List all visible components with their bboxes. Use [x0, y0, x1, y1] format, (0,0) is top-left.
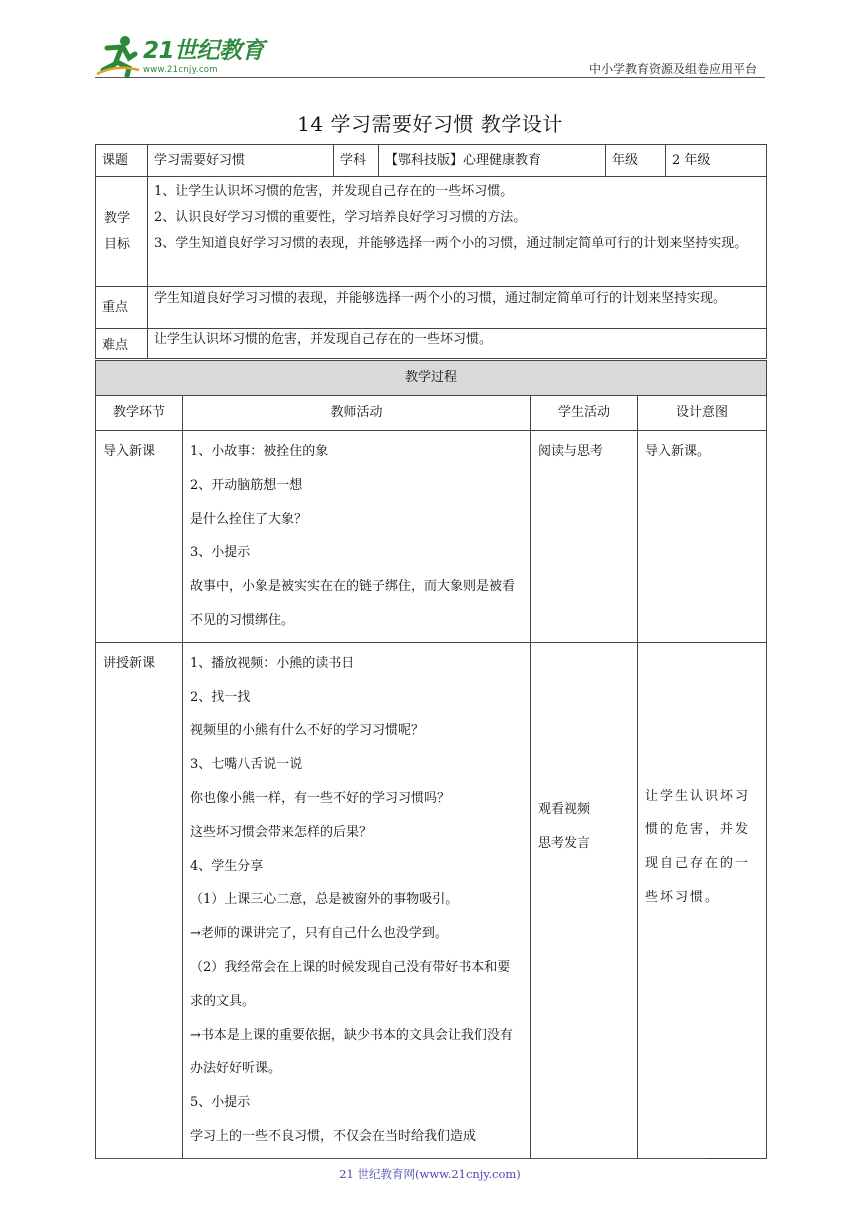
- activity-line: 故事中，小象是被实实在在的链子绑住，而大象则是被看不见的习惯绑住。: [190, 579, 516, 628]
- page-header: [95, 30, 765, 80]
- design-intent-cell: 导入新课。: [638, 431, 767, 643]
- activity-line: 视频里的小熊有什么不好的学习习惯呢？: [190, 723, 425, 739]
- activity-line: 学习上的一些不良习惯，不仅会在当时给我们造成: [190, 1128, 477, 1144]
- column-header: 教学环节: [96, 396, 183, 431]
- difficulty-value: 让学生认识坏习惯的危害，并发现自己存在的一些坏习惯。: [148, 329, 767, 359]
- page-footer: 21 世纪教育网(www.21cnjy.com): [339, 1167, 521, 1181]
- course-value: 学习需要好习惯: [148, 145, 334, 177]
- goals-value: [148, 177, 767, 287]
- student-activity-line: 思考发言: [538, 836, 591, 852]
- grade-label: 年级: [606, 145, 666, 177]
- goal-item: 3、学生知道良好学习习惯的表现，并能够选择一两个小的习惯，通过制定简单可行的计划来坚持实现。: [154, 236, 748, 251]
- table-row: [96, 642, 767, 1158]
- table-row: [96, 177, 767, 287]
- student-activity-cell: 阅读与思考: [531, 431, 638, 643]
- activity-line: 3、小提示: [190, 545, 251, 561]
- teacher-activity-cell: [183, 431, 531, 643]
- goal-item: 2、认识良好学习习惯的重要性，学习培养良好学习习惯的方法。: [154, 210, 527, 225]
- key-value: 学生知道良好学习习惯的表现，并能够选择一两个小的习惯，通过制定简单可行的计划来坚持实现。: [148, 287, 767, 329]
- student-activity-line: 观看视频: [538, 802, 591, 818]
- activity-line: 3、七嘴八舌说一说: [190, 757, 303, 773]
- activity-line: 是什么拴住了大象？: [190, 511, 308, 527]
- activity-line: 2、找一找: [190, 689, 251, 705]
- process-band-title: 教学过程: [96, 361, 767, 396]
- column-header: 学生活动: [531, 396, 638, 431]
- lesson-info-table: [95, 144, 767, 359]
- table-row: [96, 145, 767, 177]
- activity-line: 4、学生分享: [190, 858, 264, 874]
- activity-line: （2）我经常会在上课的时候发现自己没有带好书本和要求的文具。: [190, 959, 511, 1009]
- activity-line: 1、小故事：被拴住的象: [190, 444, 329, 459]
- key-label: 重点: [96, 287, 148, 329]
- teacher-activity-cell: [183, 642, 531, 1158]
- runner-logo-icon: [95, 34, 141, 78]
- logo-text: 21世纪教育: [143, 38, 265, 64]
- activity-line: →书本是上课的重要依据，缺少书本的文具会让我们没有办法好好听课。: [190, 1027, 513, 1077]
- grade-value: 2 年级: [666, 145, 767, 177]
- document-title: 14 学习需要好习惯 教学设计: [297, 112, 563, 136]
- teaching-process-table: [95, 360, 767, 1159]
- table-row: [96, 431, 767, 643]
- site-logo: [95, 34, 275, 78]
- activity-line: 1、播放视频：小熊的读书日: [190, 655, 355, 671]
- goals-label: 教学目标: [96, 177, 148, 287]
- difficulty-label: 难点: [96, 329, 148, 359]
- table-row: [96, 329, 767, 359]
- activity-line: 2、开动脑筋想一想: [190, 477, 303, 493]
- design-intent-cell: 让学生认识坏习惯的危害，并发现自己存在的一些坏习惯。: [638, 642, 767, 1158]
- footer-divider: [96, 1158, 708, 1159]
- subject-label: 学科: [334, 145, 379, 177]
- student-activity-cell: [531, 642, 638, 1158]
- activity-line: →老师的课讲完了，只有自己什么也没学到。: [190, 926, 448, 942]
- activity-line: 5、小提示: [190, 1095, 251, 1111]
- header-divider: [95, 77, 765, 78]
- activity-line: （1）上课三心二意，总是被窗外的事物吸引。: [190, 892, 459, 908]
- activity-line: 你也像小熊一样，有一些不好的学习习惯吗？: [190, 790, 451, 806]
- subject-value: 【鄂科技版】心理健康教育: [379, 145, 606, 177]
- column-header: 设计意图: [638, 396, 767, 431]
- activity-line: 这些坏习惯会带来怎样的后果？: [190, 824, 373, 840]
- logo-url: www.21cnjy.com: [143, 65, 218, 75]
- stage-cell: 讲授新课: [96, 642, 183, 1158]
- site-label: 中小学教育资源及组卷应用平台: [588, 62, 757, 76]
- table-header-row: [96, 396, 767, 431]
- table-row: [96, 287, 767, 329]
- column-header: 教师活动: [183, 396, 531, 431]
- table-row: [96, 361, 767, 396]
- course-label: 课题: [96, 145, 148, 177]
- stage-cell: 导入新课: [96, 431, 183, 643]
- goal-item: 1、让学生认识坏习惯的危害，并发现自己存在的一些坏习惯。: [154, 184, 514, 199]
